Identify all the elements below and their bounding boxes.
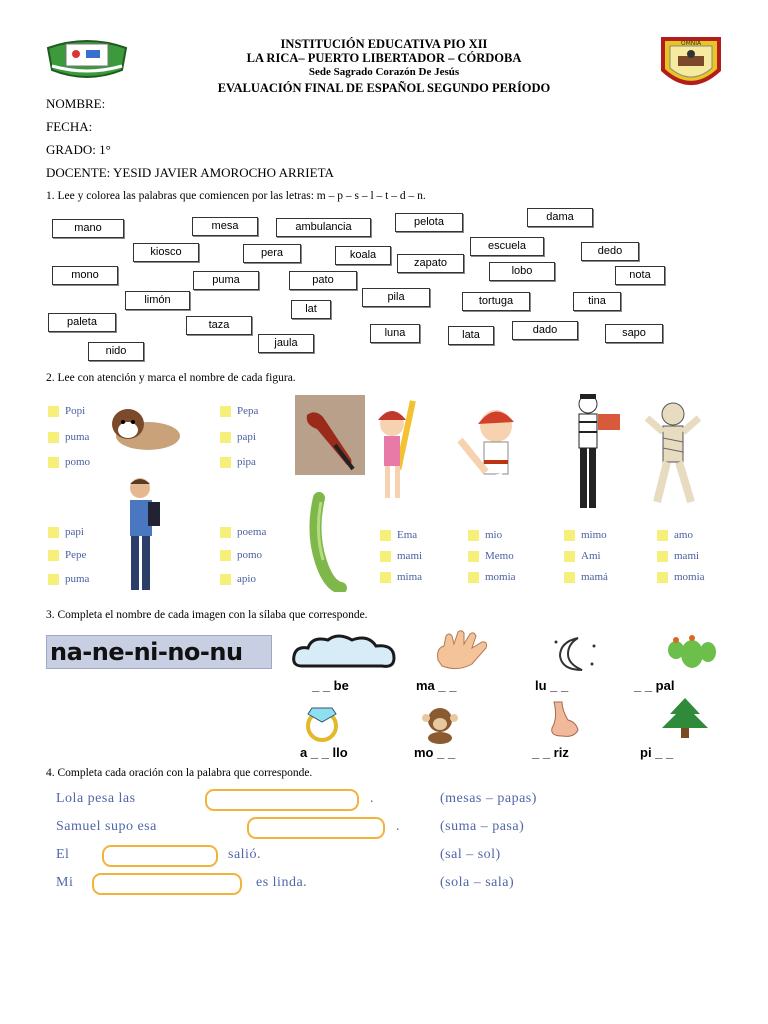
- fecha-field[interactable]: FECHA:: [46, 119, 93, 134]
- option-popi[interactable]: Popi: [48, 404, 85, 418]
- sentence-before: Mi: [56, 875, 74, 890]
- syllable-item: lu _ _: [535, 678, 569, 693]
- karate-kid-image: [446, 400, 526, 505]
- checkbox[interactable]: [564, 530, 575, 541]
- cactus-image: [662, 630, 722, 672]
- word-card[interactable]: escuela: [470, 237, 544, 256]
- option-ami[interactable]: Ami: [564, 549, 601, 563]
- word-card[interactable]: lat: [291, 300, 331, 319]
- syllable-item: _ _ riz: [532, 745, 569, 760]
- sentence-after: es linda.: [256, 875, 308, 890]
- word-card[interactable]: mesa: [192, 217, 258, 236]
- sentence-after: .: [396, 819, 400, 834]
- option-pomo[interactable]: pomo: [220, 548, 262, 562]
- checkbox[interactable]: [48, 574, 59, 585]
- checkbox[interactable]: [657, 551, 668, 562]
- answer-box[interactable]: [205, 789, 359, 811]
- syllable-item: ma _ _: [416, 678, 457, 693]
- option-pomo[interactable]: pomo: [48, 455, 90, 469]
- word-card[interactable]: paleta: [48, 313, 116, 332]
- checkbox[interactable]: [220, 550, 231, 561]
- question-3-title: 3. Completa el nombre de cada imagen con la sílaba que corresponde.: [46, 609, 368, 621]
- word-card[interactable]: luna: [370, 324, 420, 343]
- header-line-3: Sede Sagrado Corazón De Jesús: [308, 66, 460, 78]
- checkbox[interactable]: [564, 551, 575, 562]
- word-card[interactable]: dado: [512, 321, 578, 340]
- word-card[interactable]: lata: [448, 326, 494, 345]
- option-momia[interactable]: momia: [657, 570, 705, 584]
- checkbox[interactable]: [468, 572, 479, 583]
- question-2-title: 2. Lee con atención y marca el nombre de cada figura.: [46, 372, 296, 384]
- word-card[interactable]: puma: [193, 271, 259, 290]
- word-card[interactable]: mono: [52, 266, 118, 285]
- option-pepe[interactable]: Pepe: [48, 548, 86, 562]
- option-pipa[interactable]: pipa: [220, 455, 256, 469]
- header-line-1: INSTITUCIÓN EDUCATIVA PIO XII: [280, 37, 488, 51]
- checkbox[interactable]: [380, 530, 391, 541]
- checkbox[interactable]: [468, 530, 479, 541]
- hand-image: [432, 630, 496, 672]
- checkbox[interactable]: [48, 527, 59, 538]
- option-pepa[interactable]: Pepa: [220, 404, 258, 418]
- word-card[interactable]: ambulancia: [276, 218, 371, 237]
- nose-image: [540, 700, 592, 742]
- option-mama[interactable]: mamá: [564, 570, 608, 584]
- ring-image: [292, 698, 352, 742]
- word-card[interactable]: lobo: [489, 262, 555, 281]
- option-mami[interactable]: mami: [380, 549, 422, 563]
- syllable-item: _ _ be: [312, 678, 349, 693]
- answer-box[interactable]: [92, 873, 242, 895]
- boy-backpack-image: [118, 474, 168, 596]
- option-papi[interactable]: papi: [48, 525, 84, 539]
- word-card[interactable]: kiosco: [133, 243, 199, 262]
- checkbox[interactable]: [564, 572, 575, 583]
- option-momia[interactable]: momia: [468, 570, 516, 584]
- checkbox[interactable]: [220, 432, 231, 443]
- word-card[interactable]: koala: [335, 246, 391, 265]
- monkey-image: [412, 704, 470, 744]
- checkbox[interactable]: [657, 572, 668, 583]
- answer-box[interactable]: [247, 817, 385, 839]
- answer-box[interactable]: [102, 845, 218, 867]
- page-title: EVALUACIÓN FINAL DE ESPAÑOL SEGUNDO PERÍODO: [217, 81, 551, 95]
- pine-tree-image: [650, 696, 720, 742]
- word-card[interactable]: sapo: [605, 324, 663, 343]
- word-card[interactable]: dedo: [581, 242, 639, 261]
- option-puma[interactable]: puma: [48, 572, 89, 586]
- cloud-image: [290, 632, 400, 672]
- option-ema[interactable]: Ema: [380, 528, 417, 542]
- word-card[interactable]: zapato: [397, 254, 464, 273]
- option-mimo[interactable]: mimo: [564, 528, 607, 542]
- sentence-options: (sal – sol): [440, 847, 501, 862]
- checkbox[interactable]: [48, 550, 59, 561]
- checkbox[interactable]: [220, 574, 231, 585]
- word-card[interactable]: pera: [243, 244, 301, 263]
- docente-field: DOCENTE: YESID JAVIER AMOROCHO ARRIETA: [46, 165, 334, 180]
- checkbox[interactable]: [48, 432, 59, 443]
- word-card[interactable]: pato: [289, 271, 357, 290]
- word-card[interactable]: nota: [615, 266, 665, 285]
- syllable-item: a _ _ llo: [300, 745, 348, 760]
- word-card[interactable]: tina: [573, 292, 621, 311]
- word-card[interactable]: nido: [88, 342, 144, 361]
- sentence-options: (suma – pasa): [440, 819, 525, 834]
- sentence-after: salió.: [228, 847, 261, 862]
- checkbox[interactable]: [220, 527, 231, 538]
- nombre-field[interactable]: NOMBRE:: [46, 96, 106, 111]
- option-mami[interactable]: mami: [657, 549, 699, 563]
- word-card[interactable]: pila: [362, 288, 430, 307]
- checkbox[interactable]: [380, 572, 391, 583]
- sentence-before: Lola pesa las: [56, 791, 136, 806]
- checkbox[interactable]: [220, 457, 231, 468]
- checkbox[interactable]: [48, 457, 59, 468]
- sentence-options: (sola – sala): [440, 875, 515, 890]
- syllable-banner: [46, 635, 272, 669]
- word-card[interactable]: dama: [527, 208, 593, 227]
- moon-image: [548, 634, 602, 674]
- option-mio[interactable]: mio: [468, 528, 502, 542]
- sentence-before: Samuel supo esa: [56, 819, 157, 834]
- syllable-banner-text: na-ne-ni-no-nu: [50, 638, 243, 666]
- celery-image: [303, 492, 351, 592]
- question-4-title: 4. Completa cada oración con la palabra que corresponde.: [46, 767, 313, 779]
- option-mima[interactable]: mima: [380, 570, 422, 584]
- option-amo[interactable]: amo: [657, 528, 693, 542]
- syllable-item: pi _ _: [640, 745, 674, 760]
- syllable-item: mo _ _: [414, 745, 456, 760]
- sentence-before: El: [56, 847, 70, 862]
- checkbox[interactable]: [380, 551, 391, 562]
- sentence-after: .: [370, 791, 374, 806]
- option-poema[interactable]: poema: [220, 525, 266, 539]
- checkbox[interactable]: [220, 406, 231, 417]
- option-puma[interactable]: puma: [48, 430, 89, 444]
- checkbox[interactable]: [657, 530, 668, 541]
- girl-pencil-image: [372, 398, 422, 508]
- word-card[interactable]: taza: [186, 316, 252, 335]
- mummy-image: [643, 398, 703, 508]
- word-card[interactable]: jaula: [258, 334, 314, 353]
- checkbox[interactable]: [468, 551, 479, 562]
- puppy-image: [104, 402, 182, 452]
- syllable-item: _ _ pal: [634, 678, 675, 693]
- option-papi[interactable]: papi: [220, 430, 256, 444]
- word-card[interactable]: tortuga: [462, 292, 530, 311]
- word-card[interactable]: pelota: [395, 213, 463, 232]
- word-card[interactable]: mano: [52, 219, 124, 238]
- grado-field: GRADO: 1°: [46, 142, 111, 157]
- pipe-image: [295, 395, 365, 475]
- option-memo[interactable]: Memo: [468, 549, 514, 563]
- sentence-options: (mesas – papas): [440, 791, 537, 806]
- checkbox[interactable]: [48, 406, 59, 417]
- option-apio[interactable]: apio: [220, 572, 256, 586]
- word-card[interactable]: limón: [125, 291, 190, 310]
- question-1-title: 1. Lee y colorea las palabras que comiencen por las letras: m – p – s – l – t – d – n.: [46, 190, 426, 202]
- seal-text: OMNIA: [680, 40, 702, 47]
- mime-image: [570, 390, 622, 515]
- header-line-2: LA RICA– PUERTO LIBERTADOR – CÓRDOBA: [246, 51, 522, 65]
